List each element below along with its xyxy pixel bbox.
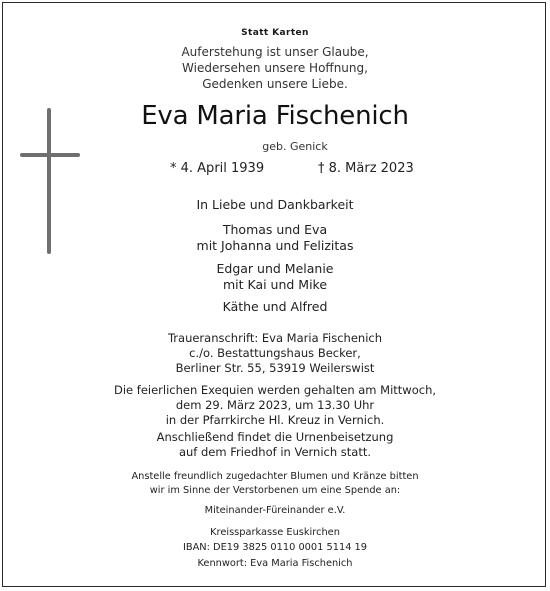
- birth-name: geb. Genick: [262, 140, 328, 153]
- service-line-5: auf dem Friedhof in Vernich statt.: [178, 445, 372, 459]
- donation-line-2: wir im Sinne der Verstorbenen um eine Spende an:: [149, 485, 401, 496]
- family-line-3: Edgar und Melanie: [216, 261, 334, 276]
- birth-date: * 4. April 1939: [170, 161, 265, 176]
- address-line-2: c./o. Bestattungshaus Becker,: [189, 346, 361, 360]
- service-line-1: Die feierlichen Exequien werden gehalten am Mittwoch,: [113, 383, 437, 397]
- family-line-2: mit Johanna und Felizitas: [196, 238, 354, 253]
- donation-line-1: Anstelle freundlich zugedachter Blumen und Kränze bitten: [131, 471, 419, 482]
- header-statt-karten: Statt Karten: [241, 28, 309, 38]
- service-line-3: in der Pfarrkirche Hl. Kreuz in Vernich.: [165, 413, 385, 427]
- verse-line-2: Wiedersehen unsere Hoffnung,: [182, 61, 368, 75]
- family-line-5: Käthe und Alfred: [222, 299, 328, 314]
- service-line-4: Anschließend findet die Urnenbeisetzung: [156, 430, 394, 444]
- intro-text: In Liebe und Dankbarkeit: [196, 197, 354, 212]
- donation-keyword: Kennwort: Eva Maria Fischenich: [197, 558, 353, 569]
- verse-line-1: Auferstehung ist unser Glaube,: [181, 45, 369, 59]
- family-line-4: mit Kai und Mike: [222, 277, 328, 292]
- address-line-1: Traueranschrift: Eva Maria Fischenich: [167, 331, 383, 345]
- donation-bank: Kreissparkasse Euskirchen: [210, 527, 340, 538]
- donation-iban: IBAN: DE19 3825 0110 0001 5114 19: [182, 542, 368, 553]
- deceased-name: Eva Maria Fischenich: [141, 101, 409, 131]
- verse-line-3: Gedenken unsere Liebe.: [202, 77, 348, 91]
- address-line-3: Berliner Str. 55, 53919 Weilerswist: [175, 361, 375, 375]
- death-date: † 8. März 2023: [318, 161, 414, 176]
- service-line-2: dem 29. März 2023, um 13.30 Uhr: [175, 398, 375, 412]
- family-line-1: Thomas und Eva: [222, 222, 328, 237]
- donation-recipient: Miteinander-Füreinander e.V.: [204, 505, 346, 516]
